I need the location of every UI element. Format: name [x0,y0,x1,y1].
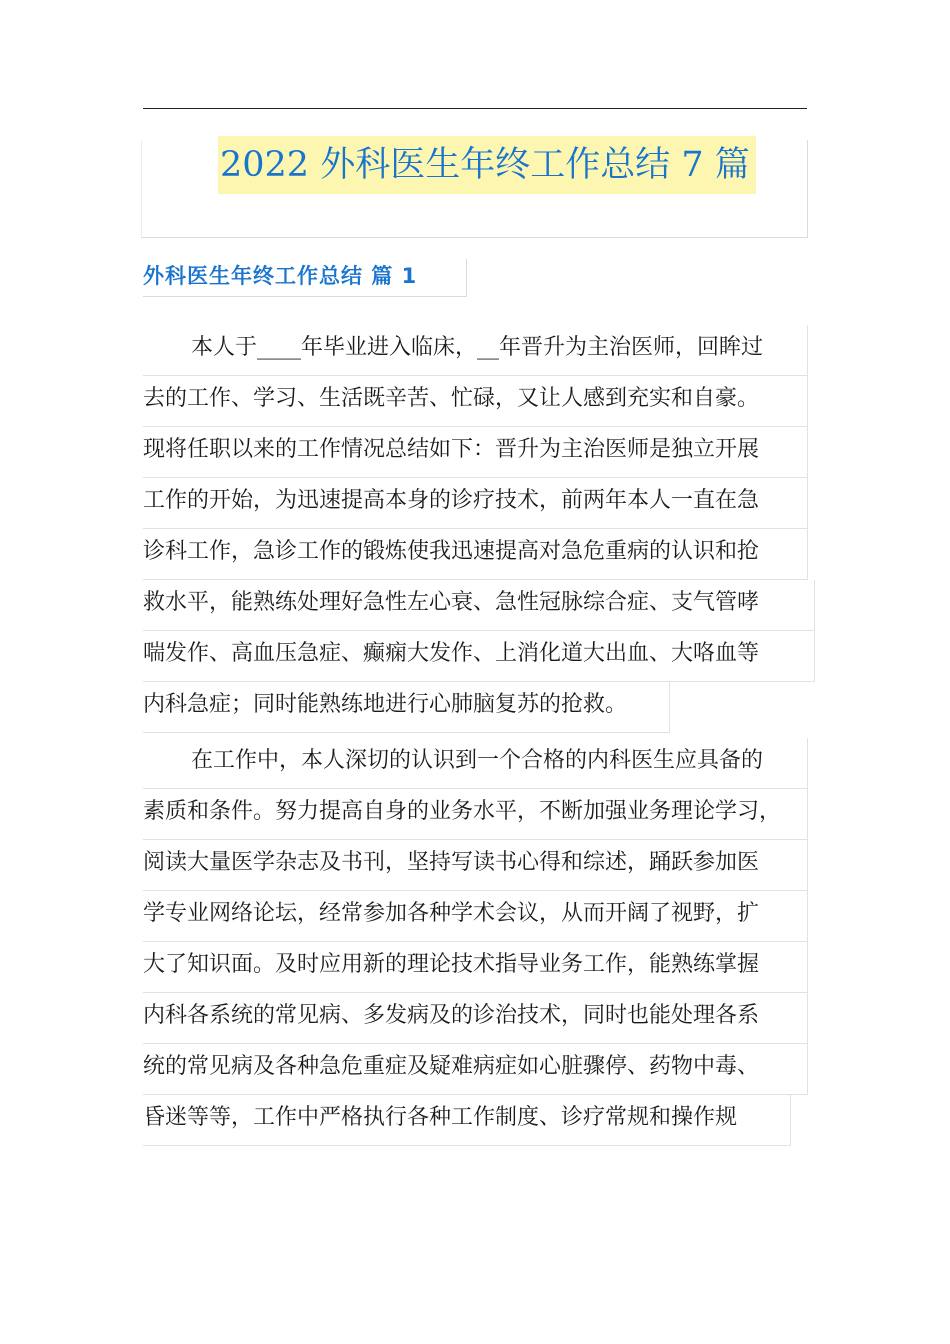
paragraph-line: 学专业网络论坛，经常参加各种学术会议，从而开阔了视野，扩 [143,891,808,942]
paragraph-line: 救水平，能熟练处理好急性左心衰、急性冠脉综合症、支气管哮 [143,580,815,631]
paragraph-line: 阅读大量医学杂志及书刊，坚持写读书心得和综述，踊跃参加医 [143,840,808,891]
paragraph-line: 在工作中，本人深切的认识到一个合格的内科医生应具备的 [143,738,808,789]
document-title: 2022 外科医生年终工作总结 7 篇 [218,136,756,194]
paragraph-line: 现将任职以来的工作情况总结如下：晋升为主治医师是独立开展 [143,427,808,478]
paragraph-line: 内科各系统的常见病、多发病及的诊治技术，同时也能处理各系 [143,993,808,1044]
paragraph-line: 昏迷等等，工作中严格执行各种工作制度、诊疗常规和操作规 [143,1095,791,1146]
paragraph-line: 诊科工作，急诊工作的锻炼使我迅速提高对急危重病的认识和抢 [143,529,808,580]
paragraph-line: 内科急症；同时能熟练地进行心肺脑复苏的抢救。 [143,682,670,733]
paragraph-2 [143,738,815,1146]
paragraph-line: 去的工作、学习、生活既辛苦、忙碌，又让人感到充实和自豪。 [143,376,808,427]
header-rule [143,108,807,109]
section-heading: 外科医生年终工作总结 篇 1 [143,259,467,297]
paragraph-line: 本人于____年毕业进入临床，__年晋升为主治医师，回眸过 [143,325,808,376]
paragraph-line: 素质和条件。努力提高自身的业务水平，不断加强业务理论学习， [143,789,808,840]
paragraph-line: 工作的开始，为迅速提高本身的诊疗技术，前两年本人一直在急 [143,478,808,529]
paragraph-line: 喘发作、高血压急症、癫痫大发作、上消化道大出血、大咯血等 [143,631,815,682]
paragraph-1 [143,325,815,733]
paragraph-line: 大了知识面。及时应用新的理论技术指导业务工作，能熟练掌握 [143,942,808,993]
paragraph-line: 统的常见病及各种急危重症及疑难病症如心脏骤停、药物中毒、 [143,1044,808,1095]
